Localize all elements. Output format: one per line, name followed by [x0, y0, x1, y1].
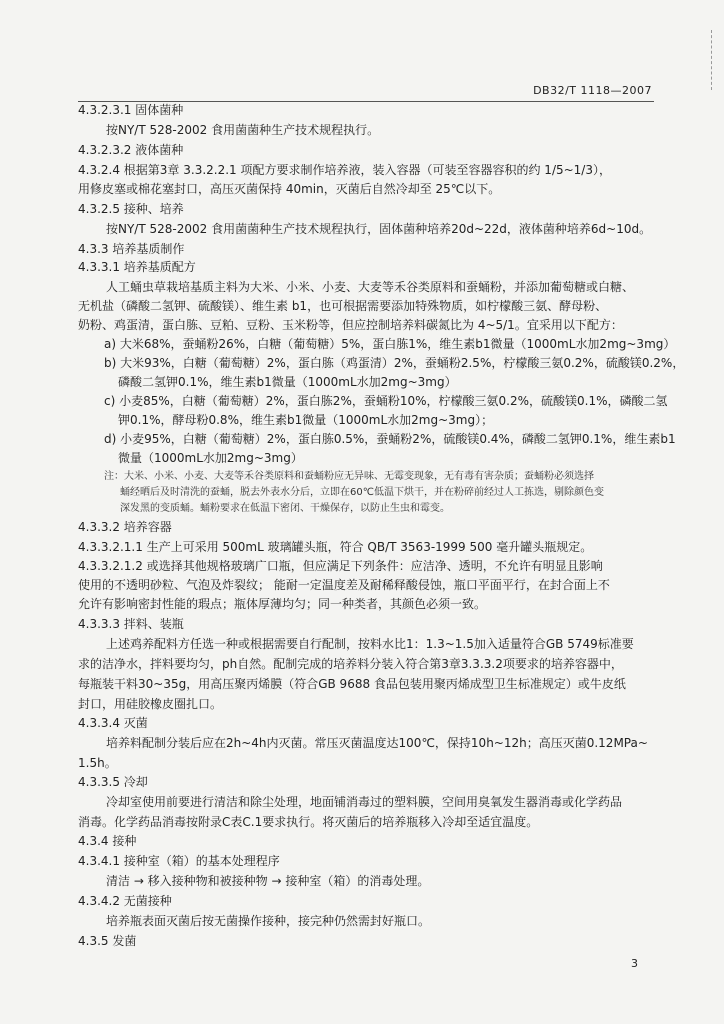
text-line: 蛹经晒后及时清洗的蚕蛹，脱去外表水分后，立即在60℃低温下烘干，并在粉碎前经过人工拣选，剔除颜色变	[120, 487, 604, 498]
text-line: c) 小麦85%，白糖（葡萄糖）2%，蛋白胨2%，蚕蛹粉10%，柠檬酸三氨0.2%，硫酸镁0.1%，磷酸二氢	[104, 394, 668, 408]
text-line: 每瓶装干料30~35g，用高压聚丙烯膜（符合GB 9688 食品包装用聚丙烯成型卫生标准规定）或牛皮纸	[78, 677, 626, 691]
text-line: 冷却室使用前要进行清洁和除尘处理，地面铺消毒过的塑料膜，空间用臭氧发生器消毒或化学药品	[106, 795, 623, 809]
text-line: 4.3.2.3.1 固体菌种	[78, 103, 184, 117]
text-line: 4.3.4.1 接种室（箱）的基本处理程序	[78, 854, 280, 868]
text-line: 4.3.3.2.1.1 生产上可采用 500mL 玻璃罐头瓶，符合 QB/T 3563-1999 500 毫升罐头瓶规定。	[78, 540, 593, 554]
text-line: 4.3.2.4 根据第3章 3.3.2.2.1 项配方要求制作培养液，装入容器（可装至容器容积的约 1/5~1/3），	[78, 163, 611, 177]
text-line: 4.3.3 培养基质制作	[78, 242, 185, 256]
text-line: 无机盐（磷酸二氢钾、硫酸镁）、维生素 b1，也可根据需要添加特殊物质，如柠檬酸三氨、酵母粉、	[78, 299, 608, 313]
text-line: 深发黑的变质蛹。蛹粉要求在低温下密闭、干燥保存，以防止生虫和霉变。	[120, 503, 450, 514]
text-line: 奶粉、鸡蛋清，蛋白胨、豆粕、豆粉、玉米粉等，但应控制培养料碳氮比为 4~5/1。宜采用以下配方：	[78, 318, 623, 332]
text-line: 4.3.3.3 拌料、装瓶	[78, 617, 184, 631]
text-line: 4.3.3.2.1.2 或选择其他规格玻璃广口瓶，但应满足下列条件：应洁净、透明，不允许有明显且影响	[78, 559, 603, 573]
text-line: 人工蛹虫草栽培基质主料为大米、小米、小麦、大麦等禾谷类原料和蚕蛹粉，并添加葡萄糖或白糖、	[106, 280, 635, 294]
text-line: 微量（1000mL水加2mg~3mg）	[118, 451, 303, 465]
text-line: a) 大米68%，蚕蛹粉26%，白糖（葡萄糖）5%，蛋白胨1%，维生素b1微量（1000mL水加2mg~3mg）	[104, 337, 676, 351]
text-line: d) 小麦95%，白糖（葡萄糖）2%，蛋白胨0.5%，蚕蛹粉2%，硫酸镁0.4%，磷酸二氢钾0.1%，维生素b1	[104, 432, 676, 446]
text-line: 上述鸡养配料方任选一种或根据需要自行配制，按料水比1：1.3~1.5加入适量符合GB 5749标准要	[106, 637, 634, 651]
text-line: 注：大米、小米、小麦、大麦等禾谷类原料和蚕蛹粉应无异味、无霉变现象，无有毒有害杂质；蚕蛹粉必须选择	[104, 471, 594, 482]
page-number: 3	[631, 957, 638, 970]
binding-edge	[711, 30, 720, 90]
text-line: 封口，用硅胶橡皮圈扎口。	[78, 697, 223, 711]
text-line: 使用的不透明砂粒、气泡及炸裂纹； 能耐一定温度差及耐稀释酸侵蚀，瓶口平面平行，在封合面上不	[78, 578, 610, 592]
text-line: 4.3.2.3.2 液体菌种	[78, 143, 184, 157]
text-line: 4.3.3.2 培养容器	[78, 520, 172, 534]
text-line: 4.3.3.5 冷却	[78, 775, 148, 789]
text-line: 求的洁净水，拌料要均匀，ph自然。配制完成的培养料分装入符合第3章3.3.3.2项要求的培养容器中，	[78, 657, 623, 671]
text-line: 钾0.1%，酵母粉0.8%，维生素b1微量（1000mL水加2mg~3mg）；	[118, 413, 494, 427]
text-line: 允许有影响密封性能的瑕点；瓶体厚薄均匀；同一种类者，其颜色必须一致。	[78, 597, 487, 611]
text-line: 消毒。化学药品消毒按附录C表C.1要求执行。将灭菌后的培养瓶移入冷却至适宜温度。	[78, 815, 539, 829]
text-line: 4.3.3.1 培养基质配方	[78, 260, 196, 274]
text-line: 4.3.2.5 接种、培养	[78, 202, 184, 216]
text-line: 培养料配制分装后应在2h~4h内灭菌。常压灭菌温度达100℃，保持10h~12h；高压灭菌0.12MPa~	[106, 736, 648, 750]
text-line: 4.3.4.2 无菌接种	[78, 894, 172, 908]
standard-code-header: DB32/T 1118—2007	[533, 84, 652, 97]
text-line: 磷酸二氢钾0.1%，维生素b1微量（1000mL水加2mg~3mg）	[118, 375, 457, 389]
text-line: b) 大米93%，白糖（葡萄糖）2%，蛋白胨（鸡蛋清）2%，蚕蛹粉2.5%，柠檬酸三氨0.2%，硫酸镁0.2%，	[104, 356, 685, 370]
text-line: 1.5h。	[78, 756, 117, 770]
text-line: 4.3.4 接种	[78, 834, 137, 848]
text-line: 按NY/T 528-2002 食用菌菌种生产技术规程执行，固体菌种培养20d~22d，液体菌种培养6d~10d。	[106, 222, 652, 236]
text-line: 用修皮塞或棉花塞封口，高压灭菌保持 40min，灭菌后自然冷却至 25℃以下。	[78, 182, 501, 196]
text-line: 4.3.5 发菌	[78, 934, 137, 948]
text-line: 清洁 → 移入接种物和被接种物 → 接种室（箱）的消毒处理。	[106, 874, 430, 888]
text-line: 培养瓶表面灭菌后按无菌操作接种，接完种仍然需封好瓶口。	[106, 914, 431, 928]
text-line: 按NY/T 528-2002 食用菌菌种生产技术规程执行。	[106, 123, 380, 137]
text-line: 4.3.3.4 灭菌	[78, 716, 148, 730]
header-rule	[78, 101, 654, 102]
